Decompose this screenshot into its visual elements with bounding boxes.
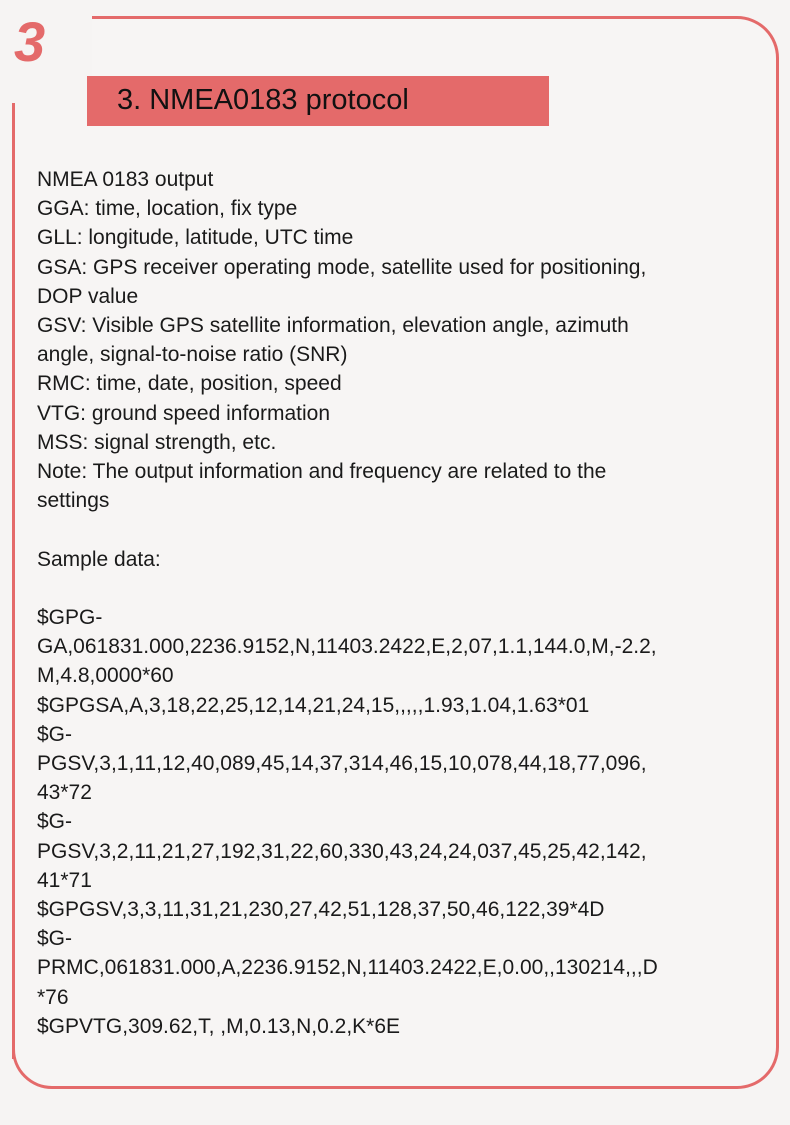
description-line: GGA: time, location, fix type <box>37 197 298 221</box>
description-line: GLL: longitude, latitude, UTC time <box>37 226 354 250</box>
description-line: RMC: time, date, position, speed <box>37 372 342 396</box>
sample-data-line: $GPVTG,309.62,T, ,M,0.13,N,0.2,K*6E <box>37 1014 401 1038</box>
description-line: VTG: ground speed information <box>37 401 330 425</box>
sample-data-line: $GPG- <box>37 606 103 630</box>
sample-data-line: $GPGSA,A,3,18,22,25,12,14,21,24,15,,,,,1.93,1.04,1.63*01 <box>37 693 590 717</box>
frame-left-border <box>12 103 15 1059</box>
sample-data-line: $G- <box>37 810 73 834</box>
sample-data-line: PGSV,3,1,11,12,40,089,45,14,37,314,46,15,10,078,44,18,77,096, <box>37 752 647 776</box>
sample-data-line: 41*71 <box>37 868 92 892</box>
spacer <box>37 574 757 603</box>
sample-data-block <box>37 603 757 1041</box>
sample-data-line: *76 <box>37 985 69 1009</box>
description-line: DOP value <box>37 284 139 308</box>
sample-data-line: M,4.8,0000*60 <box>37 664 174 688</box>
sample-data-line: $GPGSV,3,3,11,31,21,230,27,42,51,128,37,50,46,122,39*4D <box>37 898 605 922</box>
sample-data-line: GA,061831.000,2236.9152,N,11403.2422,E,2,07,1.1,144.0,M,-2.2, <box>37 635 657 659</box>
sample-data-line: PRMC,061831.000,A,2236.9152,N,11403.2422,E,0.00,,130214,,,D <box>37 956 658 980</box>
description-line: settings <box>37 489 110 513</box>
sample-data-line: $G- <box>37 722 73 746</box>
description-line: Note: The output information and frequency are related to the <box>37 460 607 484</box>
section-number: 3 <box>14 10 46 73</box>
description-line: GSA: GPS receiver operating mode, satellite used for positioning, <box>37 255 647 279</box>
sample-data-line: PGSV,3,2,11,21,27,192,31,22,60,330,43,24,24,037,45,25,42,142, <box>37 839 647 863</box>
content-body <box>37 165 757 1041</box>
spacer <box>37 515 757 544</box>
sample-data-line: $G- <box>37 927 73 951</box>
description-block <box>37 165 757 515</box>
description-line: angle, signal-to-noise ratio (SNR) <box>37 343 348 367</box>
sample-data-line: 43*72 <box>37 781 92 805</box>
sample-data-heading: Sample data: <box>37 547 161 571</box>
description-line: MSS: signal strength, etc. <box>37 430 277 454</box>
title-banner <box>87 76 549 126</box>
description-line: GSV: Visible GPS satellite information, elevation angle, azimuth <box>37 314 629 338</box>
description-line: NMEA 0183 output <box>37 168 214 191</box>
page-title: 3. NMEA0183 protocol <box>117 84 409 116</box>
